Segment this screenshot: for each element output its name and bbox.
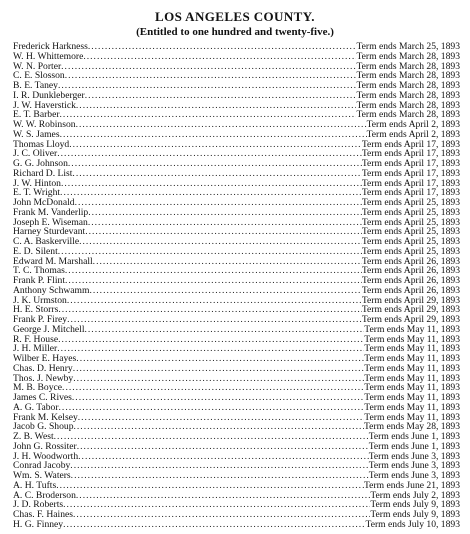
entry-name: W. S. James — [13, 129, 60, 140]
list-item — [13, 169, 460, 179]
entry-term: Term ends May 11, 1893 — [364, 354, 460, 364]
entry-name: J. W. Haverstick — [13, 100, 76, 111]
dot-leader — [89, 286, 361, 296]
entry-name: E. T. Barber — [13, 110, 60, 120]
list-item — [13, 422, 460, 432]
list-item — [13, 42, 460, 52]
list-item — [13, 247, 460, 257]
list-item — [13, 198, 460, 208]
entry-term: Term ends April 25, 1893 — [361, 246, 460, 257]
entry-term: Term ends March 28, 1893 — [356, 90, 460, 101]
entry-name: Edward M. Marshall — [13, 256, 93, 267]
entry-name: Z. B. West — [13, 432, 54, 442]
dot-leader — [79, 237, 362, 247]
county-heading: LOS ANGELES COUNTY. — [155, 9, 315, 24]
entry-name: B. E. Taney — [13, 81, 58, 91]
entry-name: Thos. J. Newby — [13, 373, 74, 384]
entry-term: Term ends May 11, 1893 — [364, 373, 460, 384]
entry-term: Term ends April 29, 1893 — [361, 315, 460, 325]
list-item — [13, 305, 460, 315]
entry-term: Term ends April 29, 1893 — [361, 305, 460, 315]
list-item — [13, 383, 460, 393]
entry-name: Wm. S. Waters — [13, 471, 71, 481]
dot-leader — [67, 315, 362, 325]
entry-name: A. C. Broderson — [13, 490, 76, 501]
dot-leader — [83, 52, 356, 62]
entry-name: Jacob G. Shoup — [13, 422, 74, 432]
list-item — [13, 481, 460, 491]
dot-leader — [74, 422, 364, 432]
list-item — [13, 335, 460, 345]
dot-leader — [76, 354, 364, 364]
entry-term: Term ends June 1, 1893 — [368, 432, 460, 442]
entry-term: Term ends June 3, 1893 — [368, 451, 460, 462]
entry-term: Term ends July 9, 1893 — [370, 500, 460, 510]
entry-term: Term ends April 17, 1893 — [361, 178, 460, 189]
dot-leader — [76, 101, 357, 111]
entry-name: Frank P. Firey — [13, 315, 68, 325]
entry-term: Term ends March 28, 1893 — [356, 81, 460, 91]
list-item — [13, 315, 460, 325]
list-item — [13, 71, 460, 81]
entry-name: Frank P. Flint — [13, 276, 65, 286]
entry-term: Term ends July 2, 1893 — [370, 490, 460, 501]
entry-term: Term ends March 28, 1893 — [356, 51, 460, 62]
entry-name: H. G. Finney — [13, 519, 64, 530]
entry-name: E. D. Silent — [13, 246, 58, 257]
entry-term: Term ends June 3, 1893 — [368, 471, 460, 481]
list-item — [13, 276, 460, 286]
entry-name: Chas. D. Henry — [13, 363, 73, 374]
dot-leader — [63, 500, 370, 510]
dot-leader — [60, 188, 362, 198]
list-item — [13, 432, 460, 442]
entry-name: George J. Mitchell — [13, 324, 85, 335]
entry-term: Term ends July 10, 1893 — [365, 519, 460, 530]
dot-leader — [69, 140, 362, 150]
entry-term: Term ends April 25, 1893 — [361, 198, 460, 208]
list-item — [13, 491, 460, 501]
entry-name: J. W. Hinton — [13, 178, 61, 189]
entry-term: Term ends July 9, 1893 — [370, 510, 460, 520]
entry-term: Term ends May 11, 1893 — [364, 402, 460, 413]
list-item — [13, 500, 460, 510]
dot-leader — [57, 149, 362, 159]
list-item — [13, 364, 460, 374]
entry-name: Richard D. List — [13, 168, 73, 179]
dot-leader — [65, 276, 362, 286]
list-item — [13, 325, 460, 335]
list-item — [13, 81, 460, 91]
dot-leader — [58, 81, 357, 91]
list-item — [13, 471, 460, 481]
entry-term: Term ends March 28, 1893 — [356, 71, 460, 81]
entry-name: Anthony Schwamm — [13, 285, 90, 296]
entry-name: E. T. Wright — [13, 188, 61, 198]
list-item — [13, 208, 460, 218]
entry-term: Term ends April 29, 1893 — [361, 295, 460, 306]
entry-term: Term ends June 1, 1893 — [368, 441, 460, 452]
entry-term: Term ends May 11, 1893 — [364, 344, 460, 354]
entry-term: Term ends May 11, 1893 — [364, 363, 460, 374]
entry-name: R. F. House — [13, 334, 59, 345]
list-item — [13, 227, 460, 237]
list-item — [13, 452, 460, 462]
dot-leader — [62, 383, 364, 393]
entry-name: John G. Rossiter — [13, 441, 77, 452]
entry-name: T. C. Thomas — [13, 266, 65, 276]
entry-name: W. H. Whittemore — [13, 51, 84, 62]
dot-leader — [58, 335, 364, 345]
entry-name: C. A. Baskerville — [13, 237, 80, 247]
entry-term: Term ends April 25, 1893 — [361, 227, 460, 237]
dot-leader — [76, 120, 367, 130]
entry-name: Wilber E. Hayes — [13, 354, 77, 364]
entry-name: M. B. Boyce — [13, 383, 63, 393]
entry-name: J. K. Urmston — [13, 295, 67, 306]
entry-name: Thomas Lloyd — [13, 139, 70, 150]
dot-leader — [71, 471, 369, 481]
entry-term: Term ends April 17, 1893 — [361, 168, 460, 179]
dot-leader — [70, 461, 368, 471]
entry-name: C. E. Slosson — [13, 71, 65, 81]
list-item — [13, 413, 460, 423]
dot-leader — [56, 481, 364, 491]
list-item — [13, 218, 460, 228]
list-item — [13, 130, 460, 140]
entry-name: Frank M. Kelsey — [13, 412, 78, 423]
dot-leader — [88, 208, 362, 218]
entry-name: W. W. Robinson — [13, 120, 76, 130]
list-item — [13, 510, 460, 520]
entry-term: Term ends April 26, 1893 — [361, 266, 460, 276]
entry-name: A. H. Tufts — [13, 480, 57, 491]
entry-term: Term ends May 11, 1893 — [364, 393, 460, 403]
dot-leader — [63, 520, 365, 530]
dot-leader — [72, 169, 361, 179]
list-item — [13, 101, 460, 111]
entry-term: Term ends April 17, 1893 — [361, 188, 460, 198]
notary-term-list — [13, 42, 460, 530]
dot-leader — [73, 364, 365, 374]
entry-name: J. H. Woodworth — [13, 451, 79, 462]
dot-leader — [85, 227, 362, 237]
dot-leader — [88, 42, 357, 52]
entry-name: A. G. Tabor — [13, 402, 59, 413]
dot-leader — [85, 325, 365, 335]
list-item — [13, 393, 460, 403]
list-item — [13, 159, 460, 169]
dot-leader — [58, 305, 362, 315]
list-item — [13, 62, 460, 72]
dot-leader — [67, 296, 362, 306]
dot-leader — [75, 198, 362, 208]
dot-leader — [72, 393, 364, 403]
dot-leader — [65, 71, 357, 81]
dot-leader — [65, 266, 362, 276]
entry-name: J. D. Roberts — [13, 500, 64, 510]
dot-leader — [60, 110, 357, 120]
entry-term: Term ends April 26, 1893 — [361, 256, 460, 267]
list-item — [13, 403, 460, 413]
entry-name: James C. Rives — [13, 393, 72, 403]
list-item — [13, 520, 460, 530]
entry-term: Term ends April 25, 1893 — [361, 217, 460, 228]
list-item — [13, 110, 460, 120]
entry-term: Term ends April 2, 1893 — [366, 129, 460, 140]
list-item — [13, 179, 460, 189]
entry-name: Harney Sturdevant — [13, 227, 86, 237]
entry-name: Joseph E. Wiseman — [13, 217, 88, 228]
entry-name: J. C. Oliver — [13, 149, 58, 159]
list-item — [13, 52, 460, 62]
dot-leader — [61, 62, 356, 72]
list-item — [13, 91, 460, 101]
county-subheading: (Entitled to one hundred and twenty-five.) — [136, 26, 334, 38]
entry-name: G. G. Johnson — [13, 159, 68, 169]
entry-name: J. H. Miller — [13, 344, 58, 354]
dot-leader — [57, 344, 364, 354]
dot-leader — [54, 432, 369, 442]
entry-term: Term ends March 28, 1893 — [356, 100, 460, 111]
entry-term: Term ends May 11, 1893 — [364, 383, 460, 393]
dot-leader — [59, 403, 365, 413]
list-item — [13, 266, 460, 276]
entry-name: Chas. F. Haines — [13, 510, 73, 520]
dot-leader — [78, 452, 369, 462]
entry-term: Term ends June 3, 1893 — [368, 461, 460, 471]
entry-name: H. E. Storrs — [13, 305, 59, 315]
list-item — [13, 344, 460, 354]
entry-term: Term ends April 17, 1893 — [361, 159, 460, 169]
entry-name: Frank M. Vanderlip — [13, 207, 89, 218]
dot-leader — [73, 374, 364, 384]
dot-leader — [68, 159, 362, 169]
entry-term: Term ends May 11, 1893 — [364, 324, 460, 335]
dot-leader — [61, 179, 362, 189]
entry-term: Term ends April 26, 1893 — [361, 276, 460, 286]
entry-term: Term ends May 11, 1893 — [364, 412, 460, 423]
dot-leader — [58, 247, 362, 257]
list-item — [13, 188, 460, 198]
dot-leader — [77, 442, 369, 452]
list-item — [13, 140, 460, 150]
entry-name: W. N. Porter — [13, 61, 62, 72]
list-item — [13, 257, 460, 267]
dot-leader — [76, 491, 370, 501]
entry-term: Term ends June 21, 1893 — [363, 480, 460, 491]
list-item — [13, 296, 460, 306]
entry-name: Frederick Harkness — [13, 42, 88, 52]
list-item — [13, 461, 460, 471]
list-item — [13, 354, 460, 364]
list-item — [13, 237, 460, 247]
entry-term: Term ends May 28, 1893 — [363, 422, 460, 432]
list-item — [13, 120, 460, 130]
dot-leader — [73, 510, 370, 520]
entry-term: Term ends March 25, 1893 — [356, 42, 460, 52]
dot-leader — [60, 130, 367, 140]
entry-term: Term ends May 11, 1893 — [364, 334, 460, 345]
entry-term: Term ends April 17, 1893 — [361, 149, 460, 159]
list-item — [13, 374, 460, 384]
entry-term: Term ends April 26, 1893 — [361, 285, 460, 296]
dot-leader — [88, 218, 362, 228]
entry-term: Term ends April 17, 1893 — [361, 139, 460, 150]
entry-term: Term ends March 28, 1893 — [356, 110, 460, 120]
entry-name: John McDonald — [13, 198, 75, 208]
dot-leader — [93, 257, 362, 267]
dot-leader — [78, 413, 365, 423]
dot-leader — [85, 91, 357, 101]
entry-name: Conrad Jacoby — [13, 461, 71, 471]
entry-term: Term ends April 2, 1893 — [366, 120, 460, 130]
entry-term: Term ends April 25, 1893 — [361, 237, 460, 247]
entry-term: Term ends March 28, 1893 — [356, 61, 460, 72]
entry-name: I. R. Dunkleberger — [13, 90, 85, 101]
list-item — [13, 442, 460, 452]
entry-term: Term ends April 25, 1893 — [361, 207, 460, 218]
list-item — [13, 286, 460, 296]
list-item — [13, 149, 460, 159]
